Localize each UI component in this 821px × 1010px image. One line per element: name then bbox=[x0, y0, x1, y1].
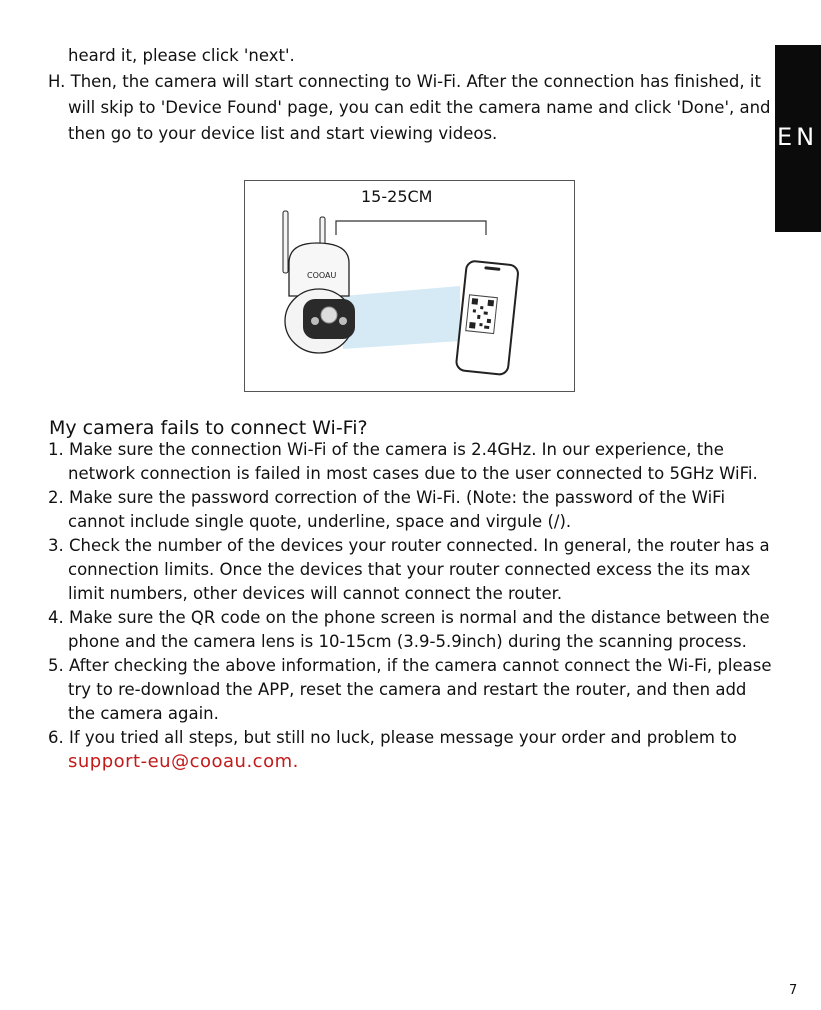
step-h-text: Then, the camera will start connecting to Wi-Fi. After the connection has finished, it will skip to 'Device Found' page, you can edit the camera name and click 'Done', and then go to your device list and start viewing videos. bbox=[68, 72, 771, 143]
step-h-marker: H. bbox=[48, 72, 66, 91]
step-g-continuation: heard it, please click 'next'. bbox=[68, 46, 295, 65]
step-item: 4. Make sure the QR code on the phone screen is normal and the distance between the phone and the camera lens is 10-15cm (3.9-5.9inch) during the scanning process. bbox=[48, 608, 770, 651]
camera-light-icon bbox=[311, 317, 319, 325]
distance-bracket bbox=[336, 221, 486, 235]
illustration-drawing bbox=[245, 181, 576, 393]
language-tab bbox=[775, 45, 821, 232]
distance-label: 15-25CM bbox=[361, 187, 433, 206]
scan-beam bbox=[343, 286, 460, 349]
camera-brand-label: COOAU bbox=[307, 271, 337, 280]
camera-phone-illustration bbox=[244, 180, 575, 392]
step-item: 3. Check the number of the devices your router connected. In general, the router has a connection limits. Once the devices that your router connected excess the its max limit numbers, other devices will cannot connect the router. bbox=[48, 536, 770, 603]
step-6-text: 6. If you tried all steps, but still no luck, please message your order and problem to bbox=[48, 728, 737, 747]
intro-text bbox=[48, 43, 773, 147]
troubleshooting-steps bbox=[48, 438, 773, 774]
camera-lens-icon bbox=[321, 307, 337, 323]
language-label: EN bbox=[777, 123, 819, 151]
section-heading: My camera fails to connect Wi-Fi? bbox=[49, 417, 368, 439]
step-item: 1. Make sure the connection Wi-Fi of the camera is 2.4GHz. In our experience, the network connection is failed in most cases due to the user connected to 5GHz WiFi. bbox=[48, 440, 758, 483]
step-item: 5. After checking the above information, if the camera cannot connect the Wi-Fi, please try to re-download the APP, reset the camera and restart the router, and then add the camera again. bbox=[48, 656, 772, 723]
camera-body-icon bbox=[289, 243, 349, 296]
antenna-left-icon bbox=[283, 211, 288, 273]
phone-icon bbox=[456, 260, 519, 375]
step-h bbox=[48, 69, 773, 147]
page-number: 7 bbox=[789, 983, 798, 998]
camera-light-icon bbox=[339, 317, 347, 325]
step-item bbox=[48, 726, 773, 774]
step-item: 2. Make sure the password correction of the Wi-Fi. (Note: the password of the WiFi cannot include single quote, underline, space and virgule (/). bbox=[48, 488, 726, 531]
support-email-link[interactable]: support-eu@cooau.com. bbox=[68, 751, 299, 772]
